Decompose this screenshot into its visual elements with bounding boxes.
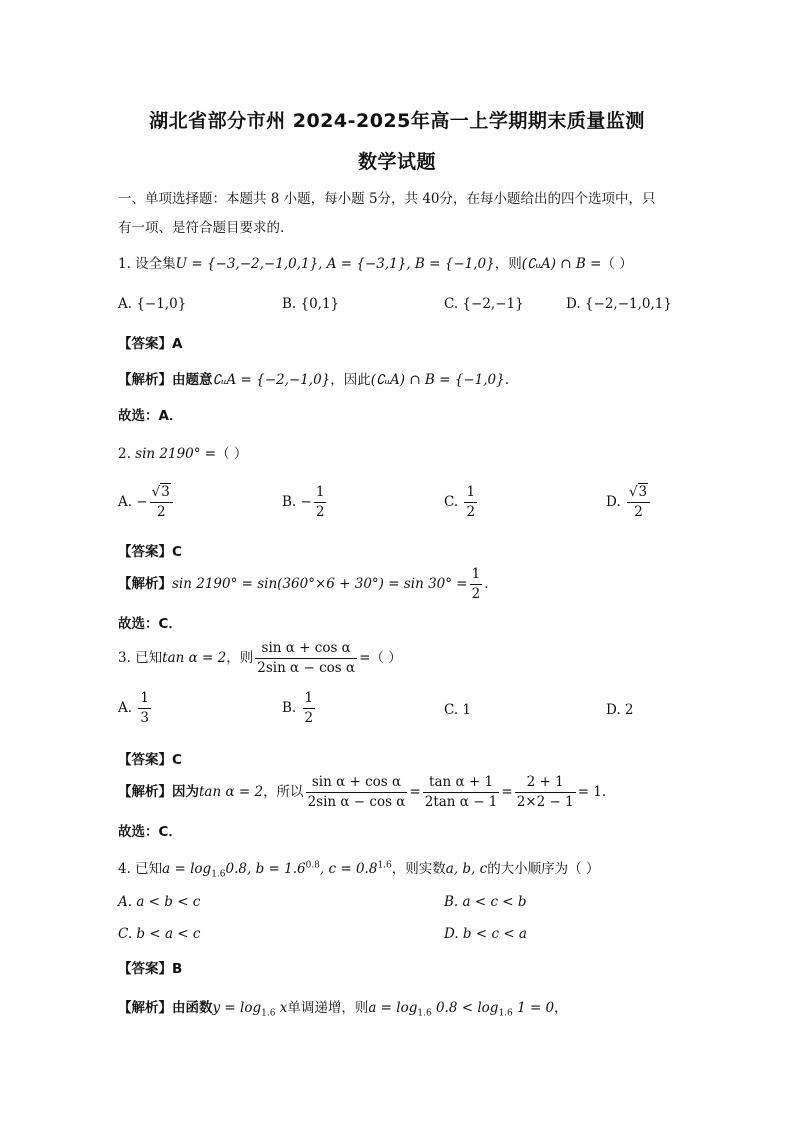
- q4-ineq-base2: 1.6: [498, 1008, 513, 1019]
- q1-conclusion: 故选：A．: [118, 408, 183, 424]
- q1-option-d: D. {−2,−1,0,1}: [566, 296, 672, 312]
- q2-option-a-neg: −: [136, 493, 148, 510]
- q1-answer: 【答案】A: [118, 336, 183, 352]
- q3-option-b-frac: [303, 690, 316, 727]
- q2-explain-den: 2: [471, 585, 481, 602]
- q3-option-b: [282, 690, 317, 727]
- q4-explanation: [118, 996, 568, 1019]
- q2-stem: [118, 442, 247, 462]
- q2-stem-math: sin 2190° =: [135, 446, 217, 462]
- q4-b-def: 0.8, b = 1.6: [225, 861, 306, 877]
- q3-explain-prefix: 【解析】因为: [118, 783, 199, 800]
- q4-c-def: , c = 0.8: [319, 861, 378, 877]
- q2-option-b-num: 1: [314, 484, 327, 503]
- q3-result: = 1.: [577, 783, 607, 800]
- q4-a-base: 1.6: [211, 869, 226, 880]
- q2-explanation: [118, 566, 489, 603]
- q2-option-b-label: B.: [282, 493, 297, 510]
- q3-explain-math: tan α = 2: [199, 783, 264, 800]
- q2-option-b-den: 2: [315, 503, 325, 520]
- q4-y-base: 1.6: [261, 1008, 276, 1019]
- q2-option-d: [606, 484, 652, 521]
- q2-option-b-neg: −: [300, 493, 312, 510]
- q4-option-d: D. b < c < a: [444, 926, 527, 942]
- q4-option-c: C. b < a < c: [118, 926, 201, 942]
- q4-option-a: A. a < b < c: [118, 894, 201, 910]
- q3-conclusion: 故选：C．: [118, 824, 182, 840]
- q1-stem-prefix: 1. 设全集: [118, 256, 176, 272]
- q2-option-d-label: D.: [606, 493, 621, 510]
- q4-ineq-end: 1 = 0: [512, 1000, 555, 1016]
- q1-explain-prefix: 【解析】由题意: [118, 372, 213, 388]
- q3-explain-frac2: [423, 774, 500, 811]
- q2-option-b-frac: [314, 484, 327, 521]
- q2-option-c: [444, 484, 479, 521]
- q2-stem-prefix: 2.: [118, 446, 136, 462]
- q4-a-ineq: a = log: [368, 1000, 418, 1016]
- q1-explanation: [118, 368, 509, 388]
- q3-stem-prefix: 3. 已知: [118, 649, 163, 666]
- q3-f1-den: 2sin α − cos α: [307, 793, 406, 810]
- q3-stem-eq: =: [359, 649, 371, 666]
- q3-option-a: [118, 690, 153, 727]
- q2-option-d-rad: 3: [638, 484, 648, 500]
- q1-stem-mid: ，则: [494, 256, 522, 272]
- q3-option-b-label: B.: [282, 699, 297, 716]
- q3-explain-frac1: [306, 774, 408, 811]
- q4-b-exp: 0.8: [305, 860, 320, 871]
- q4-ineq-base1: 1.6: [417, 1008, 432, 1019]
- q3-option-b-num: 1: [303, 690, 316, 709]
- q2-option-c-frac: [464, 484, 477, 521]
- q1-explain-math: ∁ᵤA = {−2,−1,0}: [212, 372, 331, 388]
- q2-option-c-label: C.: [444, 493, 459, 510]
- q1-stem: [118, 252, 633, 272]
- q2-explain-prefix: 【解析】: [118, 575, 172, 592]
- q4-explain-prefix: 【解析】由函数: [118, 1000, 213, 1016]
- q3-option-a-label: A.: [118, 699, 133, 716]
- q2-option-d-den: 2: [634, 503, 643, 520]
- q3-stem-frac-num: sin α + cos α: [255, 640, 357, 659]
- q2-conclusion: 故选：C．: [118, 616, 182, 632]
- q4-stem-mid: ，则实数: [391, 861, 446, 877]
- q3-stem: [118, 640, 402, 677]
- q2-option-a-rad: 3: [161, 484, 170, 500]
- q4-c-exp: 1.6: [377, 860, 392, 871]
- q3-f2-num: tan α + 1: [423, 774, 500, 793]
- q2-option-d-frac: $\frac{√3}{2}$: [627, 484, 650, 521]
- q1-option-a: A. {−1,0}: [118, 296, 187, 312]
- q3-answer: 【答案】C: [118, 752, 182, 768]
- q4-abc: a, b, c: [445, 861, 488, 877]
- q3-option-a-num: 1: [138, 690, 151, 709]
- q3-option-d: D. 2: [606, 702, 634, 718]
- q4-x-var: x: [275, 1000, 288, 1016]
- q3-stem-suffix: （ ）: [370, 649, 402, 666]
- q4-stem-tail: 的大小顺序为（ ）: [487, 861, 600, 877]
- q2-explain-dot: .: [484, 575, 489, 592]
- q3-stem-math: tan α = 2: [162, 649, 227, 666]
- q2-option-b: [282, 484, 328, 521]
- q1-explain-math2: (∁ᵤA) ∩ B = {−1,0}.: [370, 372, 509, 388]
- q1-stem-suffix: （ ）: [601, 256, 633, 272]
- q2-explain-frac: [470, 566, 483, 603]
- q4-ineq-mid: 0.8 < log: [431, 1000, 499, 1016]
- q3-option-a-den: 3: [140, 709, 149, 726]
- q2-answer: 【答案】C: [118, 544, 182, 560]
- q4-a-def: a = log: [162, 861, 212, 877]
- q2-option-a-den: 2: [156, 503, 166, 520]
- q3-eq1: =: [409, 783, 421, 800]
- page-subtitle: 数学试题: [357, 151, 436, 173]
- q2-explain-num: 1: [470, 566, 483, 585]
- q3-option-a-frac: [138, 690, 151, 727]
- q3-f3-num: 2 + 1: [515, 774, 576, 793]
- q2-option-c-den: 2: [466, 503, 476, 520]
- q4-option-b: B. a < c < b: [444, 894, 527, 910]
- q4-explain-mid: 单调递增，则: [287, 1000, 369, 1016]
- q3-stem-mid: ，则: [226, 649, 254, 666]
- q2-option-a: [118, 484, 175, 521]
- q2-explain-math: sin 2190° = sin(360°×6 + 30°) = sin 30° =: [172, 575, 468, 592]
- q4-answer: 【答案】B: [118, 961, 183, 977]
- q1-explain-mid: ，因此: [330, 372, 371, 388]
- q3-f2-den: 2tan α − 1: [424, 793, 498, 810]
- q3-option-b-den: 2: [304, 709, 314, 726]
- q4-comma: ，: [554, 1000, 568, 1016]
- q1-stem-math: U = {−3,−2,−1,0,1}, A = {−3,1}, B = {−1,0}: [175, 256, 495, 272]
- q2-option-a-label: A.: [118, 493, 133, 510]
- q3-stem-frac-den: 2sin α − cos α: [257, 659, 356, 676]
- q4-stem: [118, 857, 599, 880]
- section-heading-line1: 一、单项选择题：本题共 8 小题，每小题 5分，共 40分，在每小题给出的四个选项中，只: [118, 191, 656, 207]
- q1-option-b: B. {0,1}: [282, 296, 340, 312]
- q3-eq2: =: [501, 783, 513, 800]
- section-heading-line2: 有一项、是符合题目要求的.: [118, 220, 285, 236]
- q4-stem-prefix: 4. 已知: [118, 861, 163, 877]
- q1-stem-math2: (∁ᵤA) ∩ B =: [521, 256, 602, 272]
- q1-option-c: C. {−2,−1}: [444, 296, 524, 312]
- q2-option-c-num: 1: [464, 484, 477, 503]
- q2-stem-suffix: （ ）: [216, 446, 248, 462]
- q4-y-def: y = log: [212, 1000, 262, 1016]
- q2-option-a-frac: $\frac{√3}{2}$: [150, 484, 173, 521]
- q3-explain-mid: ，所以: [263, 783, 304, 800]
- q3-stem-frac: [255, 640, 357, 677]
- q3-option-c: C. 1: [444, 702, 472, 718]
- q3-explanation: [118, 774, 606, 811]
- q3-explain-frac3: [515, 774, 576, 811]
- q3-f1-num: sin α + cos α: [306, 774, 408, 793]
- q3-f3-den: 2×2 − 1: [516, 793, 574, 810]
- page-title: 湖北省部分市州 2024-2025年高一上学期期末质量监测: [149, 110, 645, 132]
